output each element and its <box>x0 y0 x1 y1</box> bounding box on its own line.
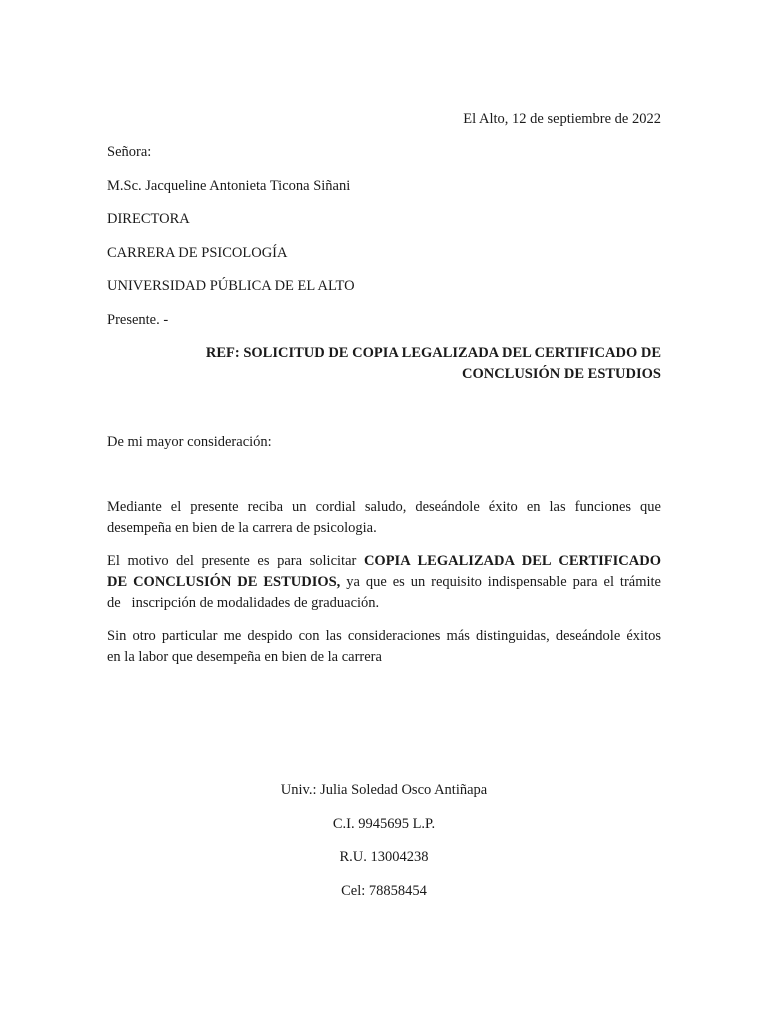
paragraph-2-bold-document: DE CONCLUSIÓN DE ESTUDIOS, <box>107 574 341 590</box>
reference-line-1: REF: SOLICITUD DE COPIA LEGALIZADA DEL CERTIFICADO DE <box>205 345 661 361</box>
signature-name: Univ.: Julia Soledad Osco Antiñapa <box>280 782 488 798</box>
letter-date: El Alto, 12 de septiembre de 2022 <box>463 111 661 127</box>
recipient-department: CARRERA DE PSICOLOGÍA <box>107 245 288 261</box>
paragraph-3-line-2: en la labor que desempeña en bien de la carrera <box>107 649 382 665</box>
paragraph-greeting <box>107 497 661 539</box>
paragraph-1-line-1: Mediante el presente reciba un cordial saludo, deseándole éxito en las funciones que <box>107 499 661 515</box>
recipient-name: M.Sc. Jacqueline Antonieta Ticona Siñani <box>107 178 351 194</box>
paragraph-1-line-2: desempeña en bien de la carrera de psicologia. <box>107 520 377 536</box>
paragraph-2-line-2 <box>107 572 661 593</box>
reference-line-2: CONCLUSIÓN DE ESTUDIOS <box>461 366 661 382</box>
paragraph-2-reason: ya que es un requisito indispensable para el trámite <box>340 574 661 590</box>
paragraph-request <box>107 551 661 614</box>
presente-line: Presente. - <box>107 312 169 328</box>
signature-cel: Cel: 78858454 <box>341 883 427 899</box>
signature-ci: C.I. 9945695 L.P. <box>332 816 436 832</box>
paragraph-closing <box>107 626 661 668</box>
paragraph-3-line-1: Sin otro particular me despido con las consideraciones más distinguidas, deseándole éxitos <box>107 628 661 644</box>
paragraph-2-line-3: de inscripción de modalidades de graduación. <box>107 595 380 611</box>
paragraph-2-prefix: El motivo del presente es para solicitar <box>107 553 364 569</box>
paragraph-2-line-1 <box>107 551 661 572</box>
salutation-title: Señora: <box>107 144 152 160</box>
paragraph-2-bold-request: COPIA LEGALIZADA DEL CERTIFICADO <box>363 553 661 569</box>
recipient-role: DIRECTORA <box>107 211 190 227</box>
greeting: De mi mayor consideración: <box>107 434 272 450</box>
signature-ru: R.U. 13004238 <box>339 849 429 865</box>
recipient-institution: UNIVERSIDAD PÚBLICA DE EL ALTO <box>107 278 355 294</box>
